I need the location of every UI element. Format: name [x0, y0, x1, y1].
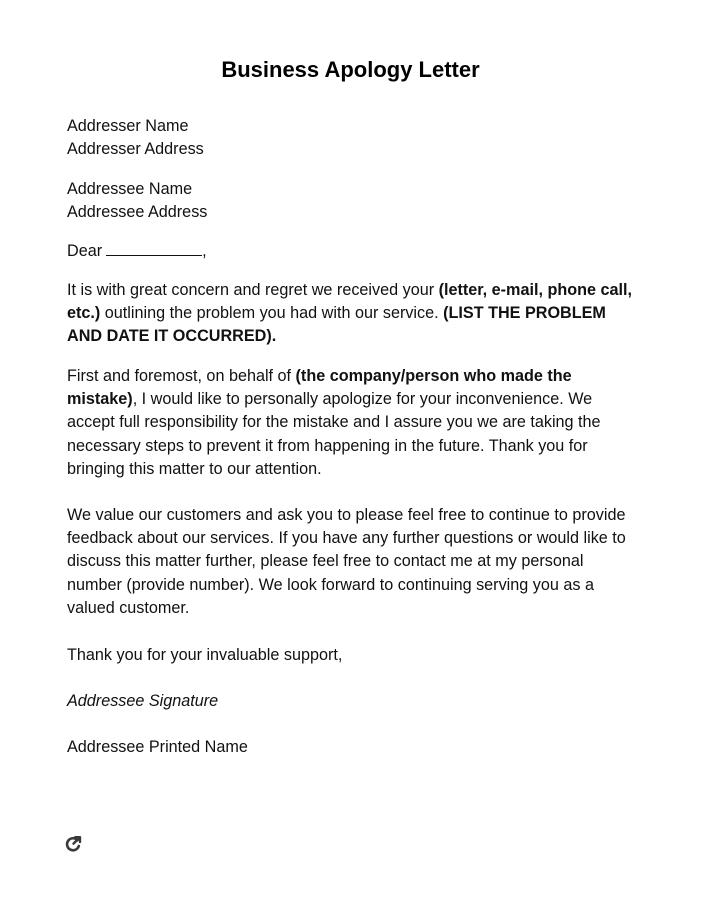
paragraph-2: [67, 365, 647, 481]
paragraph-1: [67, 279, 647, 349]
p3-line-2: feedback about our services. If you have any further questions or would like to: [67, 529, 626, 548]
page-title: Business Apology Letter: [221, 57, 480, 82]
signature-placeholder: Addressee Signature: [67, 692, 219, 710]
p2-line-3: accept full responsibility for the mistake and I assure you we are taking the: [67, 413, 601, 432]
salutation-comma: ,: [202, 242, 207, 260]
p1-text-a: It is with great concern and regret we received your: [67, 281, 439, 299]
printed-name-block: [67, 736, 647, 759]
p3-line-4: number (provide number). We look forward to continuing serving you as a: [67, 575, 594, 594]
p3-line-1: We value our customers and ask you to please feel free to continue to provide: [67, 506, 626, 524]
signature-block: [67, 690, 647, 713]
printed-name: Addressee Printed Name: [67, 738, 248, 756]
refresh-arrow-icon: [63, 834, 83, 854]
recipient-blank-line: [106, 241, 202, 256]
p3-line-5: valued customer.: [67, 598, 190, 617]
addressee-block: [67, 178, 647, 224]
p1-bold-d: AND DATE IT OCCURRED).: [67, 327, 277, 346]
p2-bold-b: mistake): [67, 390, 133, 409]
p2-text-b: , I would like to personally apologize for your inconvenience. We: [132, 390, 593, 409]
addresser-address: Addresser Address: [67, 140, 204, 159]
paragraph-3: [67, 504, 647, 620]
salutation: [67, 240, 647, 263]
p2-line-4: necessary steps to prevent it from happening in the future. Thank you for: [67, 436, 588, 455]
p1-bold-a: (letter, e-mail, phone call,: [438, 281, 632, 299]
addresser-block: [67, 115, 647, 161]
p2-bold-a: (the company/person who made the: [295, 367, 572, 385]
addresser-name: Addresser Name: [67, 117, 189, 135]
p3-line-3: discuss this matter further, please feel free to contact me at my personal: [67, 552, 584, 571]
closing-text: Thank you for your invaluable support,: [67, 646, 343, 664]
closing: [67, 644, 647, 667]
p1-text-b: outlining the problem you had with our service.: [100, 304, 444, 323]
salutation-word: Dear: [67, 242, 103, 260]
p1-bold-c: (LIST THE PROBLEM: [443, 304, 606, 323]
addressee-address: Addressee Address: [67, 203, 208, 222]
addressee-name: Addressee Name: [67, 180, 193, 198]
p1-bold-b: etc.): [67, 304, 101, 323]
p2-line-5: bringing this matter to our attention.: [67, 459, 322, 478]
p2-text-a: First and foremost, on behalf of: [67, 367, 296, 385]
